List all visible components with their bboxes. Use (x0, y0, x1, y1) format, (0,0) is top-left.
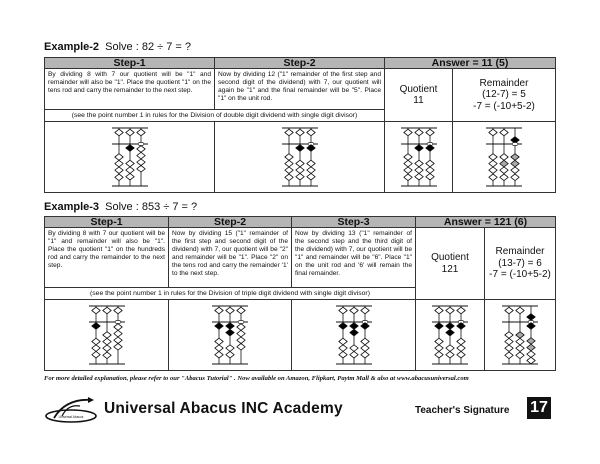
bead-icon (527, 357, 535, 364)
svg-text:Universal Abacus: Universal Abacus (58, 415, 84, 419)
bead-icon (446, 307, 454, 314)
bead-icon (306, 167, 314, 174)
bead-icon (91, 323, 99, 330)
bead-icon (91, 338, 99, 345)
bead-icon (414, 167, 422, 174)
quotient-label: Quotient (399, 83, 438, 95)
abacus-icon (87, 304, 127, 366)
step-3-text: Now by dividing 13 ("1" remainder of the second step and the third digit of the dividend) with 7, our quotient will be "1" and remainder will be "6". Place "1" on the unit rod and '6' will remain the final remainder. (292, 228, 416, 288)
bead-icon (500, 160, 508, 167)
example-3-table (44, 216, 556, 371)
bead-icon (295, 129, 303, 136)
bead-icon (414, 129, 422, 136)
bead-icon (338, 323, 346, 330)
bead-icon (136, 129, 144, 136)
bead-icon (516, 332, 524, 339)
bead-icon (102, 307, 110, 314)
bead-icon (237, 337, 245, 344)
step-2-text: Now by dividing 12 ("1" remainder of the first step and second digit of the dividend) with 7, our quotient will again be "1" and the final remainder will be "5". Place "1" on the unit rod. (215, 69, 385, 110)
bead-icon (226, 307, 234, 314)
bead-icon (527, 314, 535, 321)
bead-icon (360, 323, 368, 330)
bead-icon (125, 129, 133, 136)
quotient-cell (416, 228, 485, 300)
bead-icon (527, 351, 535, 358)
bead-icon (511, 160, 519, 167)
bead-icon (136, 166, 144, 173)
abacus-icon (210, 304, 250, 366)
step-2-header: Step-2 (169, 217, 292, 228)
bead-icon (446, 329, 454, 336)
bead-icon (226, 329, 234, 336)
bead-icon (360, 351, 368, 358)
bead-icon (113, 324, 121, 331)
quotient-value: 11 (413, 95, 424, 106)
bead-icon (349, 307, 357, 314)
bead-icon (457, 307, 465, 314)
bead-icon (295, 160, 303, 167)
example-2-problem: Solve : 82 ÷ 7 = ? (105, 41, 191, 53)
bead-icon (425, 145, 433, 152)
bead-icon (113, 330, 121, 337)
bead-icon (457, 345, 465, 352)
bead-icon (505, 307, 513, 314)
abacus-icon (430, 304, 470, 366)
bead-icon (446, 351, 454, 358)
bead-icon (237, 344, 245, 351)
bead-icon (516, 345, 524, 352)
abacus-icon (399, 126, 439, 188)
bead-icon (457, 338, 465, 345)
abacus-icon (280, 126, 320, 188)
bead-icon (349, 351, 357, 358)
bead-icon (295, 167, 303, 174)
bead-icon (102, 352, 110, 359)
step-1-header: Step-1 (45, 58, 215, 69)
bead-icon (306, 145, 314, 152)
bead-icon (284, 167, 292, 174)
bead-icon (284, 174, 292, 181)
bead-icon (435, 323, 443, 330)
step-1-abacus-cell (45, 300, 169, 371)
answer-header: Answer = 121 (6) (416, 217, 556, 228)
bead-icon (226, 345, 234, 352)
bead-icon (425, 167, 433, 174)
step-2-abacus-cell (169, 300, 292, 371)
bead-icon (349, 345, 357, 352)
bead-icon (113, 344, 121, 351)
bead-icon (136, 159, 144, 166)
bead-icon (338, 351, 346, 358)
remainder-abacus-cell (453, 122, 556, 193)
bead-icon (237, 324, 245, 331)
remainder-label: Remainder (479, 77, 529, 89)
remainder-line-2: -7 = (-10+5-2) (489, 269, 551, 281)
bead-icon (505, 345, 513, 352)
bead-icon (114, 160, 122, 167)
remainder-line-2: -7 = (-10+5-2) (473, 100, 535, 112)
remainder-abacus-cell (485, 300, 556, 371)
bead-icon (349, 323, 357, 330)
bead-icon (91, 307, 99, 314)
bead-icon (114, 174, 122, 181)
bead-icon (516, 338, 524, 345)
bead-icon (284, 129, 292, 136)
bead-icon (114, 154, 122, 161)
bead-icon (338, 338, 346, 345)
remainder-label: Remainder (495, 246, 545, 258)
bead-icon (425, 173, 433, 180)
rule-note: (see the point number 1 in rules for the Division of double digit dividend with single digit divisor) (45, 110, 385, 122)
bead-icon (527, 338, 535, 345)
bead-icon (284, 154, 292, 161)
bead-icon (295, 145, 303, 152)
step-2-text: Now by dividing 15 ("1" remainder of the first step and second digit of the dividend) with 7, our quotient will be "2" and remainder will be "1". Place "2" on the tens rod and carry the remainder '1' to the next step. (169, 228, 292, 288)
bead-icon (113, 337, 121, 344)
rule-note: (see the point number 1 in rules for the Division of triple digit dividend with single digit divisor) (45, 288, 416, 300)
bead-icon (511, 174, 519, 181)
teacher-signature-label: Teacher's Signature (415, 405, 510, 416)
bead-icon (489, 174, 497, 181)
bead-icon (306, 160, 314, 167)
example-3-title (44, 201, 197, 213)
bead-icon (457, 351, 465, 358)
bead-icon (349, 329, 357, 336)
bead-icon (500, 154, 508, 161)
step-1-text: By dividing 8 with 7 our quotient will be "1" and remainder will also be "1". Place the quotient "1" on the tens rod and carry the remainder to the next step. (45, 69, 215, 110)
remainder-line-1: (13-7) = 6 (498, 257, 542, 269)
tutorial-note: For more detailed explanation, please refer to our "Abacus Tutorial" . Now available on Amazon, Flipkart, Paytm Mall & also at www.abacusuniversal.com (44, 375, 469, 382)
bead-icon (102, 338, 110, 345)
bead-icon (226, 323, 234, 330)
bead-icon (102, 345, 110, 352)
bead-icon (489, 167, 497, 174)
bead-icon (91, 345, 99, 352)
academy-name: Universal Abacus INC Academy (104, 400, 343, 417)
bead-icon (295, 173, 303, 180)
bead-icon (338, 345, 346, 352)
bead-icon (125, 173, 133, 180)
step-3-abacus-cell (292, 300, 416, 371)
bead-icon (360, 345, 368, 352)
bead-icon (527, 323, 535, 330)
bead-icon (226, 351, 234, 358)
example-2-label: Example-2 (44, 41, 100, 53)
example-3-problem: Solve : 853 ÷ 7 = ? (105, 201, 198, 213)
bead-icon (505, 352, 513, 359)
bead-icon (114, 167, 122, 174)
step-3-header: Step-3 (292, 217, 416, 228)
bead-icon (489, 129, 497, 136)
bead-icon (511, 154, 519, 161)
bead-icon (527, 344, 535, 351)
bead-icon (91, 351, 99, 358)
bead-icon (306, 173, 314, 180)
page-number: 17 (527, 397, 551, 419)
bead-icon (489, 160, 497, 167)
bead-icon (360, 338, 368, 345)
bead-icon (215, 307, 223, 314)
bead-icon (403, 160, 411, 167)
abacus-icon (484, 126, 524, 188)
step-1-header: Step-1 (45, 217, 169, 228)
bead-icon (435, 307, 443, 314)
bead-icon (125, 167, 133, 174)
bead-icon (403, 154, 411, 161)
bead-icon (505, 332, 513, 339)
bead-icon (500, 129, 508, 136)
bead-icon (215, 323, 223, 330)
bead-icon (425, 160, 433, 167)
abacus-icon (334, 304, 374, 366)
bead-icon (338, 307, 346, 314)
bead-icon (511, 167, 519, 174)
quotient-cell (385, 69, 453, 122)
step-2-header: Step-2 (215, 58, 385, 69)
bead-icon (489, 154, 497, 161)
abacus-icon (110, 126, 150, 188)
bead-icon (414, 160, 422, 167)
step-1-abacus-cell (45, 122, 215, 193)
quotient-label: Quotient (431, 252, 469, 263)
bead-icon (435, 338, 443, 345)
bead-icon (446, 345, 454, 352)
remainder-line-1: (12-7) = 5 (482, 89, 526, 101)
example-2-title (44, 41, 191, 53)
bead-icon (516, 307, 524, 314)
bead-icon (500, 167, 508, 174)
bead-icon (516, 352, 524, 359)
bead-icon (215, 351, 223, 358)
bead-icon (505, 338, 513, 345)
bead-icon (446, 323, 454, 330)
example-2-table (44, 57, 556, 193)
bead-icon (237, 307, 245, 314)
bead-icon (114, 129, 122, 136)
step-1-text: By dividing 8 with 7 our quotient will be "1" and remainder will also be "1". Place the quotient "1" on the hundreds rod and carry the remainder to the next step. (45, 228, 169, 288)
answer-header: Answer = 11 (5) (385, 58, 556, 69)
bead-icon (113, 307, 121, 314)
bead-icon (215, 345, 223, 352)
bead-icon (435, 351, 443, 358)
remainder-cell (485, 228, 556, 300)
bead-icon (125, 145, 133, 152)
bead-icon (136, 152, 144, 159)
bead-icon (425, 129, 433, 136)
universal-abacus-logo-icon (44, 396, 100, 424)
bead-icon (435, 345, 443, 352)
bead-icon (414, 173, 422, 180)
quotient-value: 121 (441, 263, 459, 275)
bead-icon (215, 338, 223, 345)
step-2-abacus-cell (215, 122, 385, 193)
bead-icon (102, 332, 110, 339)
bead-icon (136, 146, 144, 153)
bead-icon (237, 330, 245, 337)
bead-icon (457, 323, 465, 330)
quotient-abacus-cell (385, 122, 453, 193)
bead-icon (403, 167, 411, 174)
bead-icon (306, 129, 314, 136)
bead-icon (500, 174, 508, 181)
bead-icon (125, 160, 133, 167)
bead-icon (360, 307, 368, 314)
bead-icon (403, 129, 411, 136)
bead-icon (284, 160, 292, 167)
remainder-cell (453, 69, 556, 122)
quotient-abacus-cell (416, 300, 485, 371)
bead-icon (414, 145, 422, 152)
bead-icon (403, 174, 411, 181)
abacus-icon (500, 304, 540, 366)
example-3-label: Example-3 (44, 201, 100, 213)
